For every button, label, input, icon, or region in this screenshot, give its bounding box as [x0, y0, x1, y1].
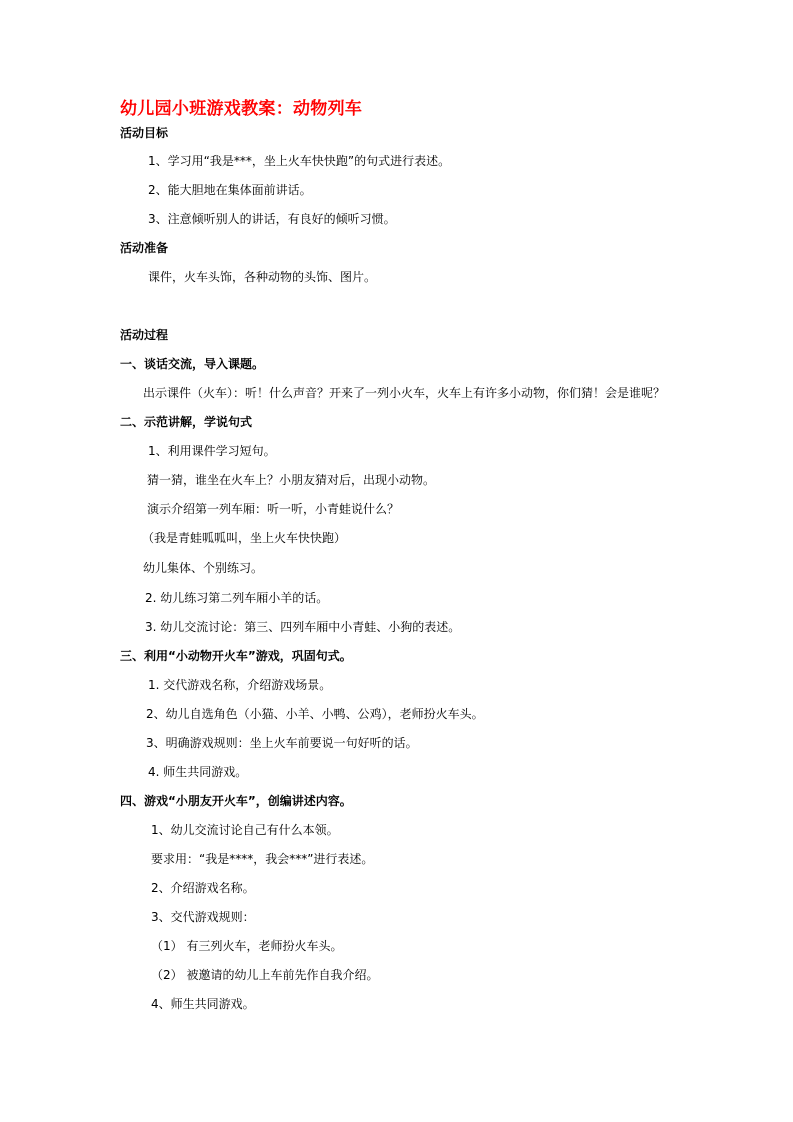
preparation-text: 课件，火车头饰，各种动物的头饰、图片。: [148, 270, 377, 284]
part1-heading: 一、谈话交流，导入课题。: [120, 357, 265, 371]
part1-line: 出示课件（火车）：听！什么声音？开来了一列小火车，火车上有许多小动物，你们猜！会是谁呢？: [143, 386, 666, 400]
part3-line: 4. 师生共同游戏。: [148, 765, 248, 779]
goal-item: 2、能大胆地在集体面前讲话。: [148, 183, 312, 197]
part3-line: 1. 交代游戏名称，介绍游戏场景。: [148, 678, 332, 692]
part4-line: 要求用：“我是****，我会***”进行表述。: [151, 852, 374, 866]
part2-line: 2. 幼儿练习第二列车厢小羊的话。: [145, 591, 329, 605]
goals-heading: 活动目标: [120, 126, 169, 140]
part2-line: 3. 幼儿交流讨论：第三、四列车厢中小青蛙、小狗的表述。: [145, 620, 461, 634]
part2-line: 演示介绍第一列车厢：听一听，小青蛙说什么？: [147, 502, 400, 516]
part3-line: 2、幼儿自选角色（小猫、小羊、小鸭、公鸡），老师扮火车头。: [146, 707, 484, 721]
part2-line: （我是青蛙呱呱叫，坐上火车快快跑）: [142, 531, 347, 545]
part3-heading: 三、利用“小动物开火车”游戏，巩固句式。: [120, 649, 352, 663]
document-title: 幼儿园小班游戏教案：动物列车: [120, 99, 363, 119]
part3-line: 3、明确游戏规则：坐上火车前要说一句好听的话。: [146, 736, 418, 750]
part2-line: 猜一猜，谁坐在火车上？小朋友猜对后，出现小动物。: [147, 473, 436, 487]
part4-line: （2） 被邀请的幼儿上车前先作自我介绍。: [151, 968, 379, 982]
part4-line: 3、交代游戏规则：: [151, 910, 255, 924]
part4-line: 1、幼儿交流讨论自己有什么本领。: [151, 823, 339, 837]
part4-line: （1） 有三列火车，老师扮火车头。: [151, 939, 343, 953]
part2-line: 幼儿集体、个别练习。: [143, 561, 264, 575]
part4-heading: 四、游戏“小朋友开火车”，创编讲述内容。: [120, 794, 352, 808]
part2-heading: 二、示范讲解，学说句式: [120, 415, 253, 429]
process-heading: 活动过程: [120, 328, 169, 342]
goal-item: 3、注意倾听别人的讲话，有良好的倾听习惯。: [148, 212, 396, 226]
goal-item: 1、学习用“我是***，坐上火车快快跑”的句式进行表述。: [148, 154, 451, 168]
part4-line: 2、介绍游戏名称。: [151, 881, 255, 895]
preparation-heading: 活动准备: [120, 241, 169, 255]
part2-line: 1、利用课件学习短句。: [148, 444, 276, 458]
part4-line: 4、师生共同游戏。: [151, 997, 255, 1011]
